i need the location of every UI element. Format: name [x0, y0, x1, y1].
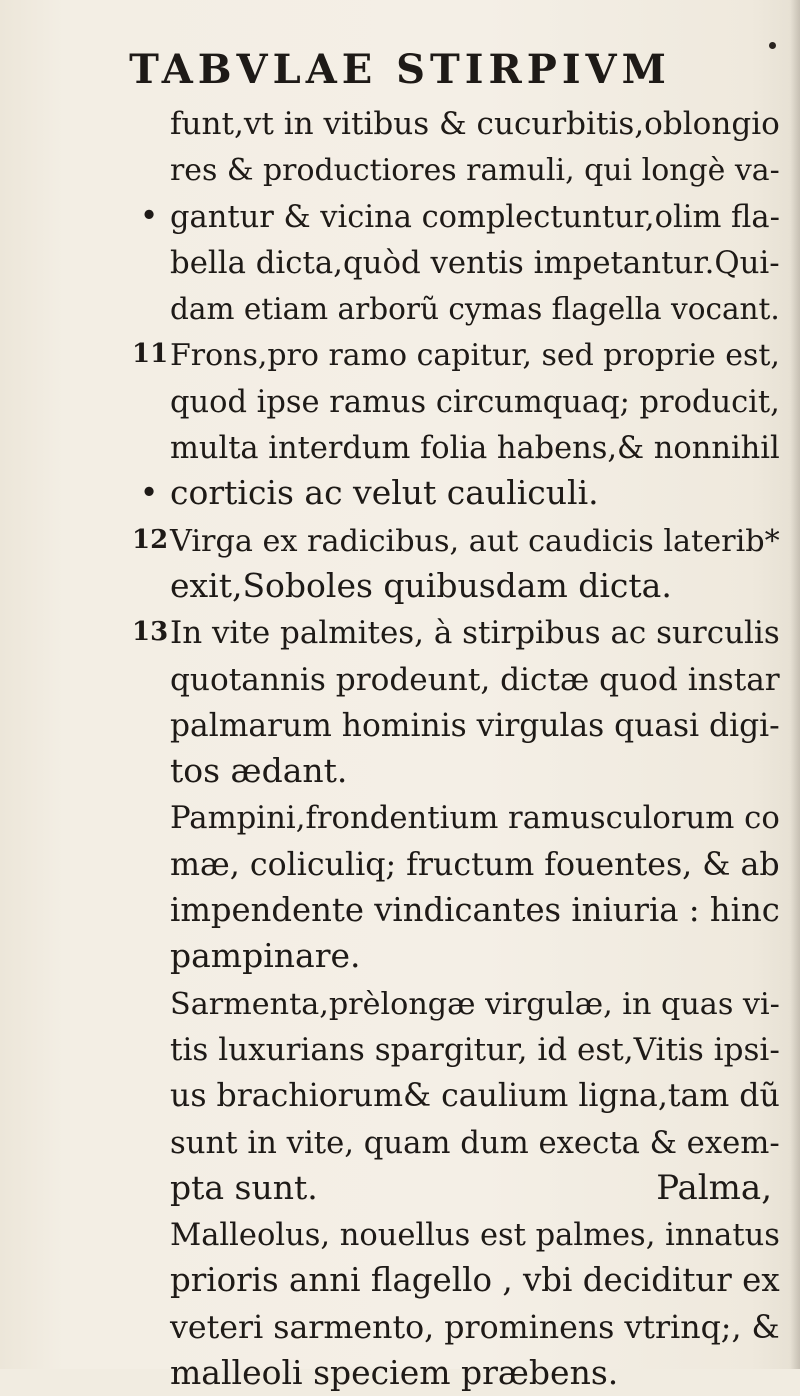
margin-marker: • — [140, 200, 158, 231]
text-line — [170, 1026, 790, 1072]
text-line — [170, 1119, 790, 1165]
line-text: Sarmenta,prèlongæ virgulæ, in quas vi- — [170, 986, 780, 1022]
text-line — [170, 424, 790, 470]
text-line — [170, 702, 790, 748]
line-text: impendente vindicantes iniuria : hinc — [170, 891, 780, 930]
line-text: multa interdum folia habens,& nonnihil — [170, 431, 780, 467]
catchword: Palma, — [656, 1168, 772, 1208]
text-line — [170, 146, 790, 192]
line-text: dam etiam arborũ cymas flagella vocant. — [170, 292, 780, 327]
text-line — [170, 563, 790, 609]
line-text: res & productiores ramuli, qui longè va- — [170, 153, 780, 189]
text-line — [170, 841, 790, 887]
text-line — [132, 609, 790, 655]
text-line — [170, 239, 790, 285]
text-line — [132, 331, 790, 377]
text-line — [170, 378, 790, 424]
text-line — [140, 470, 790, 516]
text-line — [170, 887, 790, 933]
line-text: In vite palmites, à stirpibus ac surculis — [170, 615, 780, 652]
line-text: Pampini,frondentium ramusculorum co — [170, 801, 780, 837]
line-text: Malleolus, nouellus est palmes, innatus — [170, 1218, 780, 1254]
margin-marker: 12 — [132, 524, 169, 555]
line-text: quod ipse ramus circumquaq; producit, — [170, 384, 780, 420]
text-line — [170, 656, 790, 702]
line-text: sunt in vite, quam dum execta & exem- — [170, 1125, 780, 1161]
line-text: pampinare. — [170, 936, 361, 976]
text-line — [170, 933, 790, 979]
line-text: prioris anni flagello , vbi deciditur ex — [170, 1261, 780, 1300]
line-text: funt,vt in vitibus & cucurbitis,oblongio — [170, 106, 780, 142]
line-text: gantur & vicina complectuntur,olim fla- — [170, 199, 780, 235]
text-line — [170, 100, 790, 146]
text-line — [170, 748, 790, 794]
page-gutter-shadow — [790, 0, 800, 1369]
line-text: pta sunt. — [170, 1167, 318, 1207]
text-line — [170, 1304, 790, 1350]
line-text: malleoli speciem præbens. — [170, 1353, 619, 1393]
margin-marker: • — [140, 478, 158, 509]
text-line — [132, 517, 790, 563]
running-head: TABVLAE STIRPIVM — [129, 46, 671, 93]
text-line — [170, 285, 790, 331]
line-text: tis luxurians spargitur, id est,Vitis ipsi- — [170, 1031, 780, 1068]
line-text: veteri sarmento, prominens vtrinq;, & — [170, 1309, 780, 1346]
text-line — [170, 794, 790, 840]
text-line — [170, 1350, 790, 1396]
text-line — [170, 1211, 790, 1257]
line-text: bella dicta,quòd ventis impetantur.Qui- — [170, 244, 780, 281]
text-line — [170, 1072, 790, 1118]
line-text: mæ, coliculiq; fructum fouentes, & ab — [170, 846, 780, 883]
text-line — [170, 980, 790, 1026]
line-text: us brachiorum& caulium ligna,tam dũ — [170, 1078, 780, 1115]
line-text: exit,Soboles quibusdam dicta. — [170, 565, 672, 605]
margin-marker: 13 — [132, 617, 169, 648]
line-text: quotannis prodeunt, dictæ quod instar — [170, 661, 780, 698]
line-text: palmarum hominis virgulas quasi digi- — [170, 707, 780, 744]
line-text: Frons,pro ramo capitur, sed proprie est, — [170, 338, 780, 374]
text-line — [140, 193, 790, 239]
line-text: corticis ac velut cauliculi. — [170, 473, 599, 513]
line-text: Virga ex radicibus, aut caudicis laterib* — [170, 523, 780, 559]
line-text: tos ædant. — [170, 751, 348, 791]
text-line — [170, 1257, 790, 1303]
margin-marker: 11 — [132, 339, 169, 370]
